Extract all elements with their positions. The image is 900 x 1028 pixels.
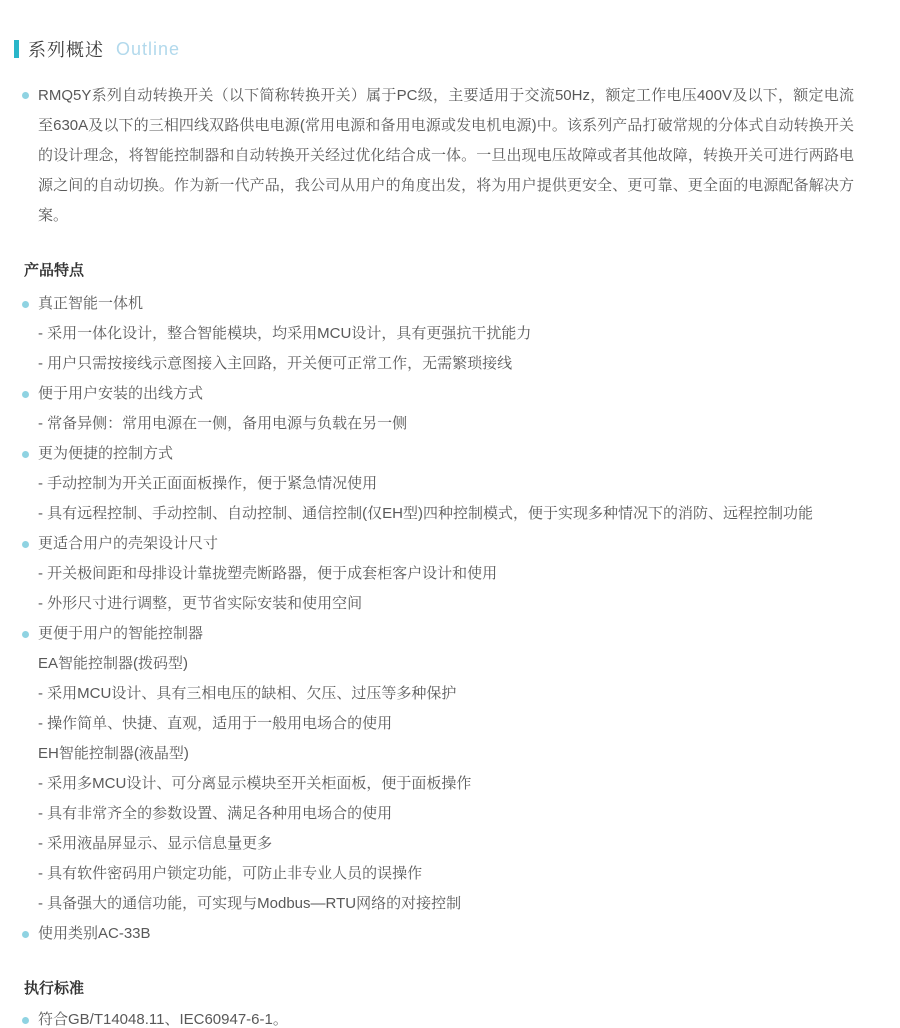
bullet-icon [22, 1017, 29, 1024]
item-text: - 具有远程控制、手动控制、自动控制、通信控制(仅EH型)四种控制模式，便于实现多种情况下的消防、远程控制功能 [38, 505, 813, 522]
item-text: 更为便捷的控制方式 [38, 445, 174, 462]
feature-item [0, 559, 900, 589]
item-text: 使用类别AC-33B [38, 925, 151, 942]
feature-item [0, 319, 900, 349]
feature-item [0, 679, 900, 709]
item-text: - 采用一体化设计，整合智能模块，均采用MCU设计，具有更强抗干扰能力 [38, 325, 532, 342]
bullet-icon [22, 541, 29, 548]
feature-item [0, 409, 900, 439]
features-heading: 产品特点 [24, 262, 85, 279]
item-text: - 开关极间距和母排设计靠拢塑壳断路器，便于成套柜客户设计和使用 [38, 565, 498, 582]
item-text: 更适合用户的壳架设计尺寸 [38, 535, 219, 552]
item-text: - 采用MCU设计、具有三相电压的缺相、欠压、过压等多种保护 [38, 685, 457, 702]
item-text: - 常备异侧：常用电源在一侧，备用电源与负载在另一侧 [38, 415, 408, 432]
bullet-icon [22, 451, 29, 458]
bullet-icon [22, 631, 29, 638]
item-text: 真正智能一体机 [38, 295, 144, 312]
standards-section [0, 977, 900, 1028]
item-text: - 采用多MCU设计、可分离显示模块至开关柜面板，便于面板操作 [38, 775, 472, 792]
bullet-icon [22, 931, 29, 938]
standards-heading: 执行标准 [24, 980, 85, 997]
feature-item [0, 349, 900, 379]
features-list [0, 289, 900, 949]
feature-item [0, 439, 900, 469]
item-text: - 具有非常齐全的参数设置、满足各种用电场合的使用 [38, 805, 393, 822]
item-text: - 用户只需按接线示意图接入主回路，开关便可正常工作，无需繁琐接线 [38, 355, 513, 372]
feature-item [0, 859, 900, 889]
feature-item [0, 649, 900, 679]
bullet-icon [22, 391, 29, 398]
standards-list [0, 1005, 900, 1028]
item-text: - 具有软件密码用户锁定功能，可防止非专业人员的误操作 [38, 865, 423, 882]
series-intro [22, 81, 854, 231]
feature-item [0, 709, 900, 739]
bullet-icon [22, 301, 29, 308]
section-title-zh: 系列概述 [28, 40, 104, 60]
standard-item [0, 1005, 900, 1028]
feature-item [0, 829, 900, 859]
item-text: - 外形尺寸进行调整，更节省实际安装和使用空间 [38, 595, 363, 612]
feature-item [0, 469, 900, 499]
feature-item [0, 889, 900, 919]
item-text: - 操作简单、快捷、直观，适用于一般用电场合的使用 [38, 715, 393, 732]
item-text: - 具备强大的通信功能，可实现与Modbus—RTU网络的对接控制 [38, 895, 462, 912]
feature-item [0, 289, 900, 319]
item-text: 便于用户安装的出线方式 [38, 385, 204, 402]
feature-item [0, 499, 900, 529]
item-text: 符合GB/T14048.11、IEC60947-6-1。 [38, 1011, 288, 1028]
feature-item [0, 739, 900, 769]
item-text: EH智能控制器(液晶型) [38, 745, 189, 762]
section-title-en: Outline [116, 38, 181, 59]
feature-item [0, 619, 900, 649]
section-header [14, 38, 900, 60]
item-text: 更便于用户的智能控制器 [38, 625, 204, 642]
feature-item [0, 799, 900, 829]
feature-item [0, 589, 900, 619]
bullet-icon [22, 92, 29, 99]
feature-item [0, 529, 900, 559]
item-text: - 采用液晶屏显示、显示信息量更多 [38, 835, 273, 852]
item-text: - 手动控制为开关正面面板操作，便于紧急情况使用 [38, 475, 378, 492]
item-text: EA智能控制器(拨码型) [38, 655, 189, 672]
feature-item [0, 919, 900, 949]
feature-item [0, 379, 900, 409]
accent-bar-icon [14, 40, 19, 58]
series-intro-text: RMQ5Y系列自动转换开关（以下简称转换开关）属于PC级，主要适用于交流50Hz，额定工作电压400V及以下，额定电流至630A及以下的三相四线双路供电电源(常用电源和备用电源或发电机电源)中。该系列产品打破常规的分体式自动转换开关的设计理念，将智能控制器和自动转换开关经过优化结合成一体。一旦出现电压故障或者其他故障，转换开关可进行两路电源之间的自动切换。作为新一代产品，我公司从用户的角度出发，将为用户提供更安全、更可靠、更全面的电源配备解决方案。 [38, 87, 854, 224]
feature-item [0, 769, 900, 799]
